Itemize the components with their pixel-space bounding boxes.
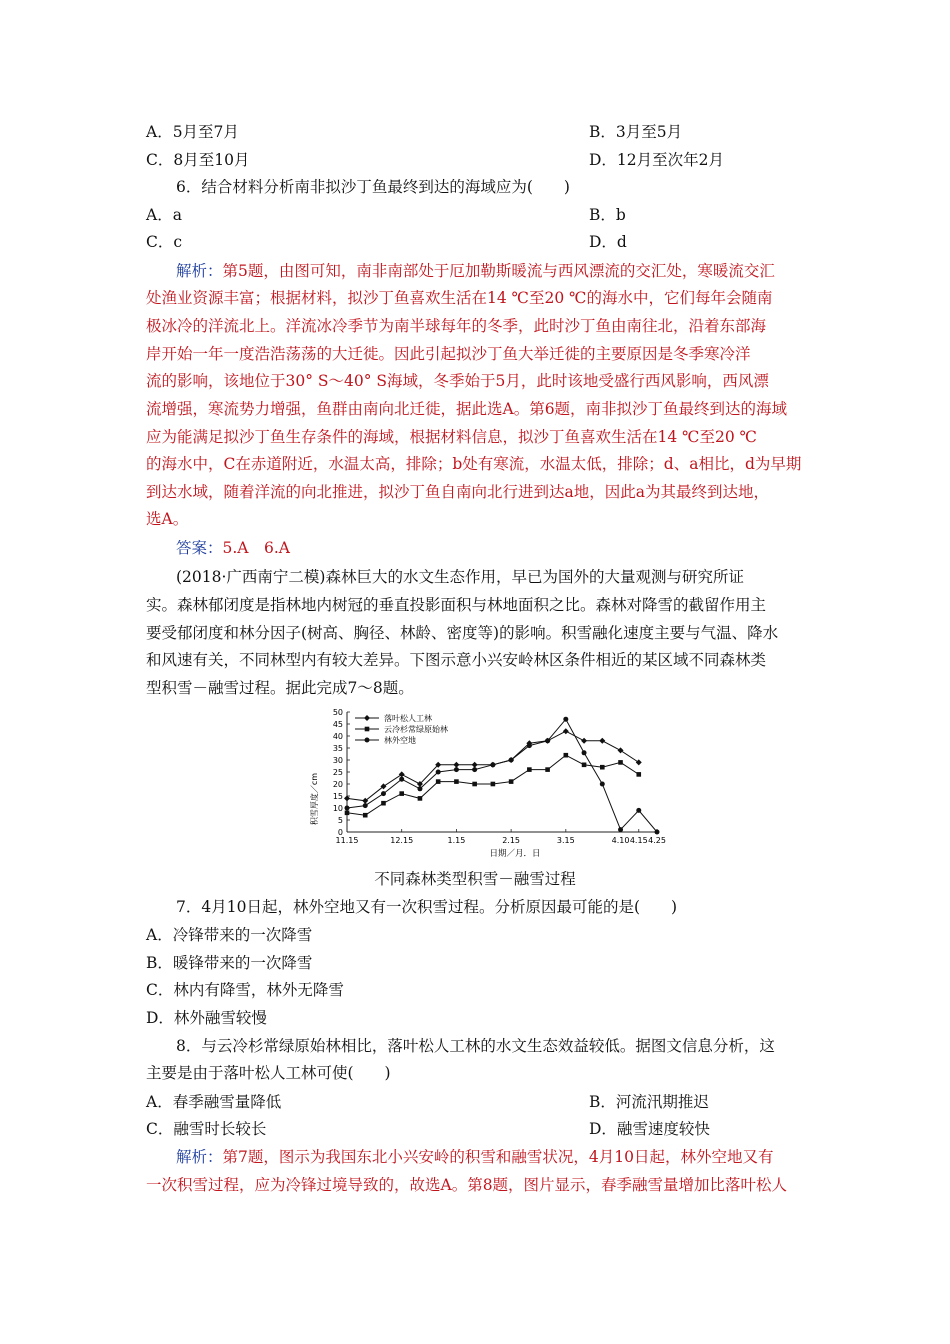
x-tick-label: 11.15 bbox=[335, 836, 359, 845]
q5-options-row1 bbox=[146, 119, 816, 146]
legend-item bbox=[355, 713, 432, 723]
x-tick-label: 3.15 bbox=[556, 836, 575, 845]
x-tick-label: 1.15 bbox=[447, 836, 466, 845]
q8-stem-2: 主要是由于落叶松人工林可使( ) bbox=[146, 1064, 391, 1082]
y-tick-label: 50 bbox=[332, 708, 343, 717]
q7-option-d: D．林外融雪较慢 bbox=[146, 1009, 267, 1027]
data-point bbox=[399, 771, 405, 777]
data-point bbox=[600, 782, 605, 787]
data-point bbox=[417, 786, 422, 791]
analysis-1-line-9: 选A。 bbox=[146, 510, 189, 528]
data-point bbox=[381, 801, 386, 806]
data-point bbox=[545, 738, 550, 743]
data-point bbox=[509, 779, 514, 784]
data-point bbox=[363, 803, 368, 808]
y-tick-label: 40 bbox=[332, 732, 343, 741]
q5-option-c: C．8月至10月 bbox=[146, 151, 250, 169]
chart-series bbox=[344, 717, 660, 835]
q8-option-a: A．春季融雪量降低 bbox=[146, 1093, 282, 1111]
data-point bbox=[655, 830, 660, 835]
data-point bbox=[618, 827, 623, 832]
q7-option-b: B．暖锋带来的一次降雪 bbox=[146, 954, 313, 972]
q5-options-row2 bbox=[146, 147, 816, 174]
chart-title: 不同森林类型积雪－融雪过程 bbox=[374, 870, 576, 888]
data-point bbox=[600, 765, 605, 770]
q5-option-d: D．12月至次年2月 bbox=[589, 151, 725, 169]
q6-options-row1 bbox=[146, 202, 816, 229]
legend-label: 林外空地 bbox=[384, 736, 416, 745]
data-point bbox=[363, 813, 368, 818]
y-tick-label: 35 bbox=[332, 744, 343, 753]
analysis-1-line-5: 流增强，寒流势力增强，鱼群由南向北迁徙，据此选A。第6题，南非拟沙丁鱼最终到达的海域 bbox=[146, 400, 788, 418]
material-line-2: 要受郁闭度和林分因子(树高、胸径、林龄、密度等)的影响。积雪融化速度主要与气温、降水 bbox=[146, 624, 779, 642]
data-point bbox=[509, 758, 514, 763]
data-point bbox=[365, 727, 370, 732]
legend-label: 云冷杉常绿原始林 bbox=[384, 725, 448, 734]
q7-option-c: C．林内有降雪，林外无降雪 bbox=[146, 981, 344, 999]
y-tick-label: 45 bbox=[332, 720, 343, 729]
answer-1-label: 答案： bbox=[176, 539, 223, 557]
analysis-1-line-6: 应为能满足拟沙丁鱼生存条件的海域，根据材料信息，拟沙丁鱼喜欢生活在14 ℃至20 ℃ bbox=[146, 428, 757, 446]
data-point bbox=[436, 779, 441, 784]
data-point bbox=[618, 760, 623, 765]
chart-xlabel: 日期／月．日 bbox=[489, 849, 541, 859]
data-point bbox=[490, 762, 495, 767]
q5-option-b: B．3月至5月 bbox=[589, 123, 683, 141]
material-line-1: 实。森林郁闭度是指林地内树冠的垂直投影面积与林地面积之比。森林对降雪的截留作用主 bbox=[146, 596, 767, 614]
material-line-4: 型积雪－融雪过程。据此完成7～8题。 bbox=[146, 679, 414, 697]
y-tick-label: 15 bbox=[332, 792, 343, 801]
data-point bbox=[636, 808, 641, 813]
material-line-3: 和风速有关，不同林型内有较大差异。下图示意小兴安岭林区条件相近的某区域不同森林类 bbox=[146, 651, 767, 669]
legend-label: 落叶松人工林 bbox=[384, 714, 432, 723]
q7-option-a: A．冷锋带来的一次降雪 bbox=[146, 926, 313, 944]
q6-option-c: C．c bbox=[146, 233, 183, 251]
analysis-2-label: 解析： bbox=[176, 1148, 223, 1166]
data-point bbox=[472, 762, 478, 768]
analysis-2-line-1: 一次积雪过程，应为冷锋过境导致的，故选A。第8题，图片显示，春季融雪量增加比落叶松人 bbox=[146, 1176, 788, 1194]
y-tick-label: 30 bbox=[332, 756, 343, 765]
analysis-1-line-3: 岸开始一年一度浩浩荡荡的大迁徙。因此引起拟沙丁鱼大举迁徙的主要原因是冬季寒冷洋 bbox=[146, 345, 751, 363]
data-point bbox=[564, 753, 569, 758]
analysis-1-line-0: 解析：第5题，由图可知，南非南部处于厄加勒斯暖流与西风漂流的交汇处，寒暖流交汇 bbox=[176, 262, 775, 280]
q6-stem: 6．结合材料分析南非拟沙丁鱼最终到达的海域应为( ) bbox=[176, 178, 570, 196]
q6-option-d: D．d bbox=[589, 233, 627, 251]
material-line-0: (2018·广西南宁二模)森林巨大的水文生态作用，早已为国外的大量观测与研究所证 bbox=[176, 568, 744, 586]
data-point bbox=[454, 779, 459, 784]
q6-option-b: B．b bbox=[589, 206, 626, 224]
data-point bbox=[636, 759, 642, 765]
legend-item bbox=[355, 735, 416, 745]
data-point bbox=[454, 767, 459, 772]
y-tick-label: 20 bbox=[332, 780, 343, 789]
data-point bbox=[545, 767, 550, 772]
data-point bbox=[399, 777, 404, 782]
data-point bbox=[381, 791, 386, 796]
answer-1 bbox=[176, 535, 846, 562]
q7-stem: 7．4月10日起，林外空地又有一次积雪过程。分析原因最可能的是( ) bbox=[176, 898, 678, 916]
analysis-1-line-2: 极冰冷的洋流北上。洋流冰冷季节为南半球每年的冬季，此时沙丁鱼由南往北，沿着东部海 bbox=[146, 317, 767, 335]
data-point bbox=[436, 770, 441, 775]
data-point bbox=[527, 743, 532, 748]
analysis-1-line-1: 处渔业资源丰富；根据材料，拟沙丁鱼喜欢生活在14 ℃至20 ℃的海水中，它们每年会随南 bbox=[146, 289, 773, 307]
data-point bbox=[345, 806, 350, 811]
y-tick-label: 5 bbox=[337, 816, 343, 825]
data-point bbox=[527, 767, 532, 772]
analysis-1-label: 解析： bbox=[176, 262, 223, 280]
q6-option-a: A．a bbox=[146, 206, 182, 224]
y-tick-label: 10 bbox=[332, 804, 343, 813]
chart-ylabel: 积雪厚度／cm bbox=[310, 772, 319, 826]
data-point bbox=[582, 750, 587, 755]
q5-option-a: A．5月至7月 bbox=[146, 123, 239, 141]
analysis-1-line-7: 的海水中，C在赤道附近，水温太高，排除；b处有寒流，水温太低，排除；d、a相比，d为早期 bbox=[146, 455, 802, 473]
q8-option-c: C．融雪时长较长 bbox=[146, 1120, 267, 1138]
q8-options-row1 bbox=[146, 1089, 816, 1116]
data-point bbox=[618, 747, 624, 753]
data-point bbox=[563, 717, 568, 722]
answer-1-value: 5.A 6.A bbox=[222, 539, 290, 557]
q8-stem-1: 8．与云冷杉常绿原始林相比，落叶松人工林的水文生态效益较低。据图文信息分析，这 bbox=[176, 1037, 775, 1055]
q8-option-d: D．融雪速度较快 bbox=[589, 1120, 710, 1138]
x-tick-label: 4.15 bbox=[629, 836, 648, 845]
data-point bbox=[581, 738, 587, 744]
data-point bbox=[599, 738, 605, 744]
q6-options-row2 bbox=[146, 229, 816, 256]
data-point bbox=[472, 767, 477, 772]
q8-option-b: B．河流汛期推迟 bbox=[589, 1093, 709, 1111]
x-tick-label: 4.25 bbox=[648, 836, 666, 845]
analysis-1-line-4: 流的影响，该地位于30° S～40° S海域，冬季始于5月，此时该地受盛行西风影响，西风漂 bbox=[146, 372, 769, 390]
series-3 bbox=[345, 717, 660, 835]
x-tick-label: 4.10 bbox=[611, 836, 630, 845]
y-tick-label: 25 bbox=[332, 768, 343, 777]
data-point bbox=[399, 791, 404, 796]
analysis-2-line-0: 解析：第7题，图示为我国东北小兴安岭的积雪和融雪状况，4月10日起，林外空地又有 bbox=[176, 1148, 774, 1166]
data-point bbox=[364, 715, 370, 721]
x-tick-label: 2.15 bbox=[502, 836, 521, 845]
q8-options-row2 bbox=[146, 1116, 816, 1143]
legend-item bbox=[355, 724, 448, 734]
data-point bbox=[418, 796, 423, 801]
x-tick-label: 12.15 bbox=[390, 836, 414, 845]
data-point bbox=[491, 782, 496, 787]
data-point bbox=[472, 782, 477, 787]
chart-axes bbox=[333, 708, 666, 845]
data-point bbox=[636, 772, 641, 777]
snow-depth-chart bbox=[305, 704, 675, 864]
data-point bbox=[345, 811, 350, 816]
data-point bbox=[582, 763, 587, 768]
y-tick-label: 0 bbox=[337, 828, 343, 837]
data-point bbox=[563, 728, 569, 734]
chart-legend bbox=[355, 713, 448, 745]
analysis-1-line-8: 到达水域，随着洋流的向北推进，拟沙丁鱼自南向北行进到达a地，因此a为其最终到达地， bbox=[146, 483, 769, 501]
data-point bbox=[453, 762, 459, 768]
data-point bbox=[365, 738, 370, 743]
